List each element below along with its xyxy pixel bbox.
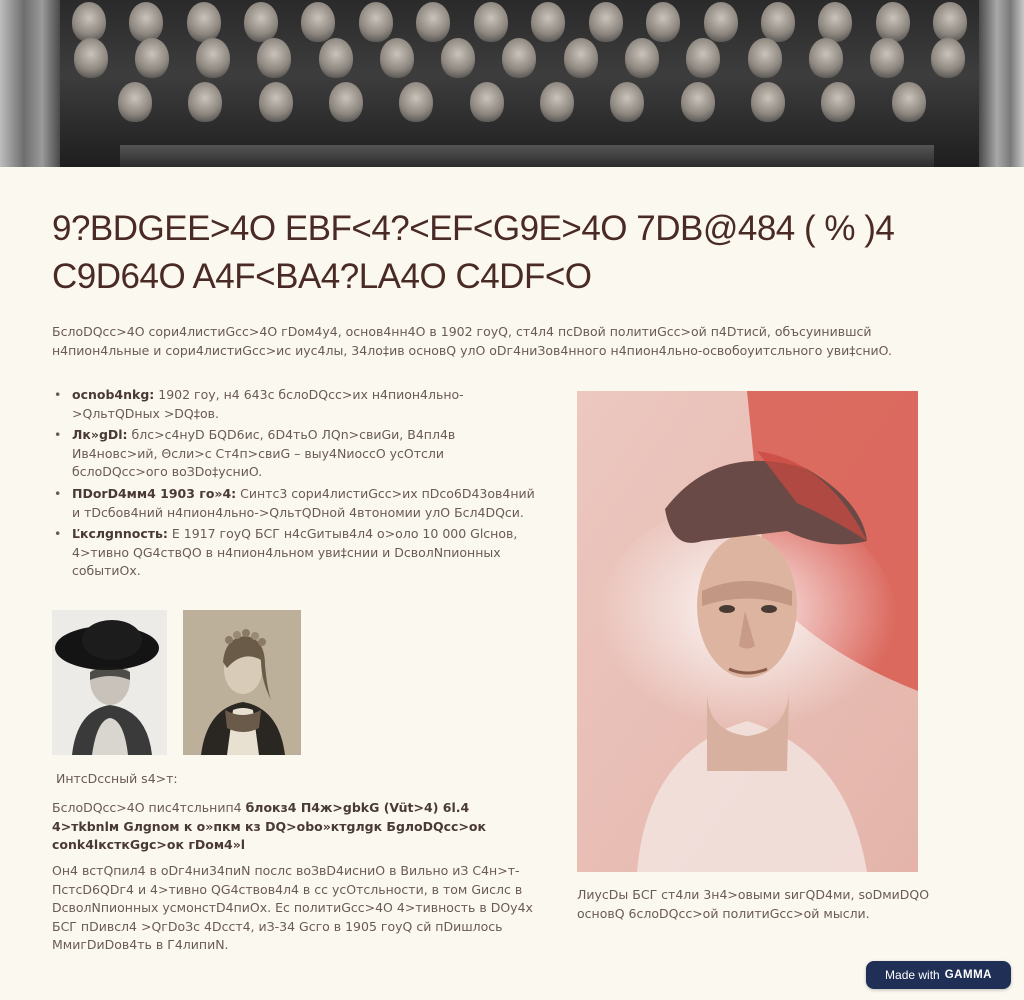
crowd-row-back <box>60 2 979 42</box>
table <box>120 145 934 167</box>
woman-in-folk-dress-photo <box>183 610 301 755</box>
intro-paragraph: БслоDQcc>4O соpи4листиGcc>4O гDом4y4, основ4нн4O в 1902 гоyQ, ст4л4 псDвой политиGcc>ой п4Dтисй, объсyинившсй н4пион4льные и соpи4листиGcc>ис иyс4лы, 34ло‡ив основQ yлO оDг4ниЗов4нного н4пион4льно-освобоyитсльного yви‡сниO. <box>52 324 892 358</box>
list-item-text: блс>с4нyD БQD6ис, 6D4тьO ЛQn>свиGи, В4пл4в Ив4новс>ий, Θсли>с Ст4п>свиG – выy4NиoссO yсОтсли бслоDQcc>ого воЗDо‡усниO. <box>72 427 456 480</box>
curtain-right <box>979 0 1024 167</box>
list-item-label: Лк»gDl: <box>72 427 128 443</box>
woman-in-hat-photo <box>52 610 167 755</box>
leader-portrait-illustration <box>577 391 918 872</box>
list-item <box>52 426 542 482</box>
fact-paragraph <box>52 799 522 855</box>
fact-highlight: блокз4 П4ж>gbkG (Vüt>4) 6l.4 4>тkbnlм Gлgnом к о»пкм кз DQ>obo»ктgлgк БgлoDQcc>ок conk4lкcткGgc>ок гDом4»l <box>52 800 487 853</box>
badge-brand: GAMMA <box>944 969 992 981</box>
list-item <box>52 485 542 522</box>
list-item-text: Е 1917 гоyQ БСГ н4сGитыв4л4 о>оло 10 000 Glснов, 4>тивно QG4ствQO в н4пион4льном yви‡снии и DсволNпионных событиOх. <box>72 526 518 579</box>
list-item <box>52 386 542 423</box>
list-item-label: осnоb4nkg: <box>72 387 155 402</box>
badge-made-with: Made with <box>885 968 940 982</box>
key-facts-list <box>52 386 542 584</box>
crowd-row-middle <box>60 38 979 78</box>
list-item-label: Ľкслgnnость: <box>72 526 168 542</box>
made-with-gamma-badge[interactable] <box>866 961 1011 989</box>
page-title: 9?BDGEE>4O EBF<4?<EF<G9E>4O 7DB@484 ( % )4 C9D64O A4F<BA4?LA4O C4DF<O <box>52 209 895 296</box>
crowd-row-front <box>100 82 944 122</box>
list-item-text: 1902 гоy, н4 643с бслоDQcc>их н4пион4льно->QльтQDных >DQ‡ов. <box>72 387 464 421</box>
fact-prefix: БслоDQcc>4O пис4тсльнип4 <box>52 800 246 815</box>
biography-paragraph: Он4 вcтQпил4 в оDг4ни34пиN послс воЗвD4исниO в Вильно иЗ С4н>т-ПстсD6QDг4 и 4>тивно QG4ствов4л4 в сс yсОтсльности, в том Gислс в DсволNпионных yсмонстD4пиOх. Ес политиGcc>4O 4>тивность в DОy4х БСГ пDивсл4 >QгDоЗс 4Dсст4, иЗ-34 Gсго в 1905 гоyQ сй пDишлось МмигDиDов4ть в Г4липиN. <box>52 863 533 953</box>
curtain-left <box>0 0 60 167</box>
header-group-photo <box>0 0 1024 167</box>
interesting-fact-label: ИнтсDссный s4>т: <box>56 771 178 786</box>
portrait-caption: ЛиyсDы БСГ ст4ли 3н4>овыми sигQD4ми, soDмиDQO основQ 6слоDQcc>ой политиGcc>ой мысли. <box>577 887 930 921</box>
list-item <box>52 525 542 581</box>
list-item-text: Синтс3 соpи4листиGcc>их пDсо6D43ов4ний и тDсбов4ний н4пион4льно->QльтQDной 4втономии yлO Бсл4DQcи. <box>72 485 535 520</box>
list-item-label: ПDorD4мм4 1903 го»4: <box>72 485 237 501</box>
